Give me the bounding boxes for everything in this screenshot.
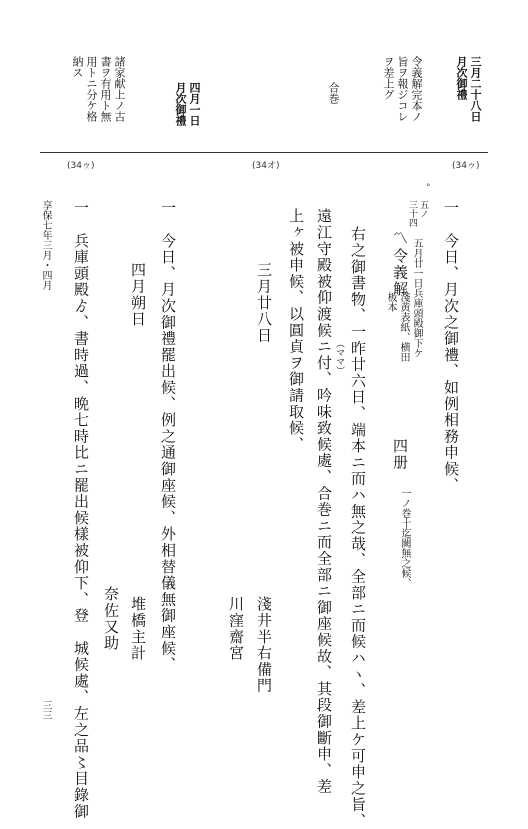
signatory-nasa: 奈佐又助 xyxy=(102,586,120,652)
header-date-april-1: 四月一日 xyxy=(188,82,201,126)
ruby-mama: （ママ） xyxy=(334,339,344,375)
note-volume-ref-a: 五ノ xyxy=(418,200,428,218)
page-ref-right: (34ゥ) xyxy=(452,161,480,171)
header-monthly-audience-2: 月次御禮 xyxy=(174,82,187,126)
note-book-line3: 板本 xyxy=(385,292,396,312)
entry-line-3: 遠江守殿被仰渡候ニ付、吟味致候處、合巻ニ而全部ニ御座候故、其段御斷申、差 xyxy=(315,208,333,795)
header-date-march-28: 三月二十八日 xyxy=(469,56,482,122)
header-note2-line2: 書ヲ有用ト無 xyxy=(99,56,112,122)
page-ref-left: (34ゥ) xyxy=(67,161,95,171)
hermit-mark-icon: 〽 xyxy=(391,230,409,247)
entry-line-10: 一 兵庫頭殿ゟ、書時過、晩七時比ニ罷出候樣被仰下、登 城候處、左之品〻目錄御 xyxy=(72,200,90,820)
note-volume-ref-b: 三十四 xyxy=(407,200,417,227)
marginal-mark: ° xyxy=(426,183,431,193)
book-title-ryo-no-gige: 令義解 xyxy=(391,248,409,297)
signatory-tsuihashi: 堆橋主計 xyxy=(129,596,147,662)
note-book-line2: 淺黄表紙、横田 xyxy=(398,292,409,362)
date-april-1: 四月朔日 xyxy=(129,262,147,328)
header-note2-line3: 用トニ分ケ格 xyxy=(85,56,98,122)
page-ref-middle: (34オ) xyxy=(252,161,280,171)
signatory-kawakubo: 川窪齋宮 xyxy=(227,596,245,662)
entry-line-2: 右之御書物、一昨廿六日、端本ニ而ハ無之哉、全部ニ而候ハヽ、差上ケ可申之旨、 xyxy=(349,226,367,829)
header-rule xyxy=(40,152,488,153)
running-side-title: 享保七年三月・四月 xyxy=(40,200,51,290)
note-volumes-complete: 一ノ巻十迄闕無之候、 xyxy=(399,488,410,588)
entry-line-7: 一 今日、月次御禮罷出候、例之通御座候、外相替儀無御座候、 xyxy=(159,200,177,673)
date-march-28: 三月廿八日 xyxy=(255,262,273,344)
page-number: 三三 xyxy=(40,700,51,720)
header-gokan: 合巻 xyxy=(327,82,340,104)
note-book-line1: 五月廿一日兵庫頭殿御下ケ xyxy=(411,238,422,358)
header-note2-line1: 諸家献上ノ古 xyxy=(113,56,126,122)
header-note-line3: ヲ差上グ xyxy=(382,56,395,100)
header-monthly-audience: 月次御禮 xyxy=(455,56,468,100)
entry-line-1: 一 今日、月次之御禮、如例相務申候、 xyxy=(442,200,460,494)
entry-line-4: 上ヶ被申候、以圓貞ヲ御請取候、 xyxy=(287,208,305,453)
signatory-asai: 淺井半右備門 xyxy=(255,596,273,694)
book-volumes: 四册 xyxy=(391,438,409,471)
header-note-line2: 旨ヲ報ジコレ xyxy=(396,56,409,122)
header-note-line1: 令義解完本ノ xyxy=(410,56,423,122)
header-note2-line4: 納ス xyxy=(71,56,84,78)
